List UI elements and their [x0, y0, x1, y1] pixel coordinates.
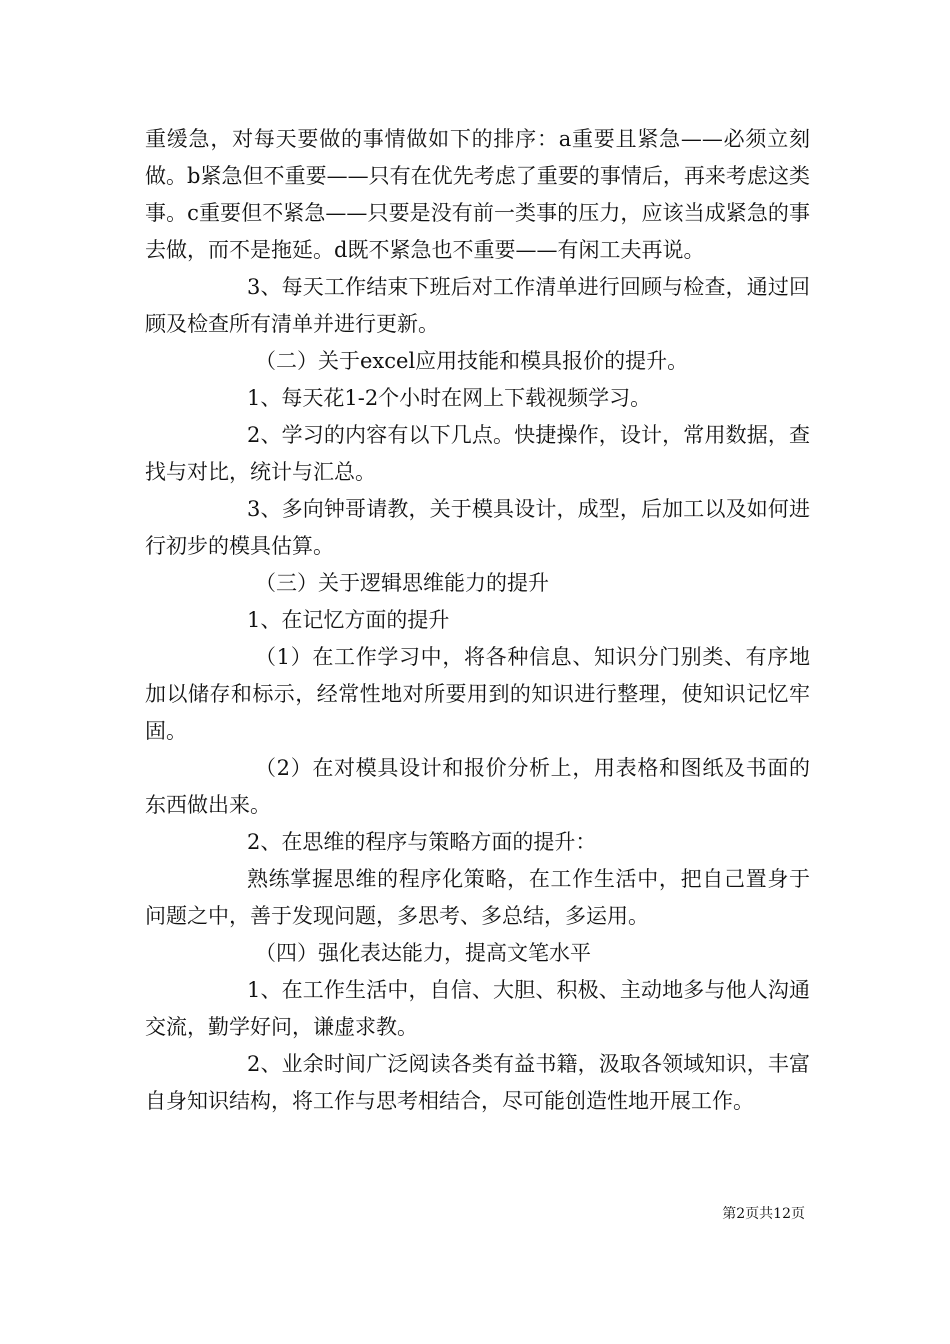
- paragraph-ask-mentor: 3、多向钟哥请教，关于模具设计，成型，后加工以及如何进行初步的模具估算。: [145, 497, 810, 558]
- section-heading-excel: （二）关于excel应用技能和模具报价的提升。: [255, 349, 689, 373]
- document-body: [145, 121, 810, 1120]
- paragraph-study-content: 2、学习的内容有以下几点。快捷操作，设计，常用数据，查找与对比，统计与汇总。: [145, 423, 810, 484]
- section-heading-logic: （三）关于逻辑思维能力的提升: [255, 571, 549, 595]
- paragraph-priority-order: 重缓急，对每天要做的事情做如下的排序：a重要且紧急——必须立刻做。b紧急但不重要——只有在优先考虑了重要的事情后，再来考虑这类事。c重要但不紧急——只要是没有前一类事的压力，应该当成紧急的事去做，而不是拖延。d既不紧急也不重要——有闲工夫再说。: [145, 127, 810, 262]
- paragraph-memory-1: （1）在工作学习中，将各种信息、知识分门别类、有序地加以储存和标示，经常性地对所要用到的知识进行整理，使知识记忆牢固。: [145, 645, 810, 743]
- paragraph-memory-2: （2）在对模具设计和报价分析上，用表格和图纸及书面的东西做出来。: [145, 756, 810, 817]
- paragraph-communication: 1、在工作生活中，自信、大胆、积极、主动地多与他人沟通交流，勤学好问，谦虚求教。: [145, 978, 810, 1039]
- paragraph-video-study: 1、每天花1-2个小时在网上下载视频学习。: [247, 386, 652, 410]
- paragraph-daily-review: 3、每天工作结束下班后对工作清单进行回顾与检查，通过回顾及检查所有清单并进行更新。: [145, 275, 810, 336]
- paragraph-thinking-strategy: 熟练掌握思维的程序化策略，在工作生活中，把自己置身于问题之中，善于发现问题，多思考、多总结，多运用。: [145, 867, 810, 928]
- page-number-footer: 第2页共12页: [722, 1206, 805, 1222]
- subheading-thinking: 2、在思维的程序与策略方面的提升：: [247, 830, 597, 854]
- paragraph-reading: 2、业余时间广泛阅读各类有益书籍，汲取各领域知识，丰富自身知识结构，将工作与思考相结合，尽可能创造性地开展工作。: [145, 1052, 810, 1113]
- section-heading-expression: （四）强化表达能力，提高文笔水平: [255, 941, 591, 965]
- subheading-memory: 1、在记忆方面的提升: [247, 608, 450, 632]
